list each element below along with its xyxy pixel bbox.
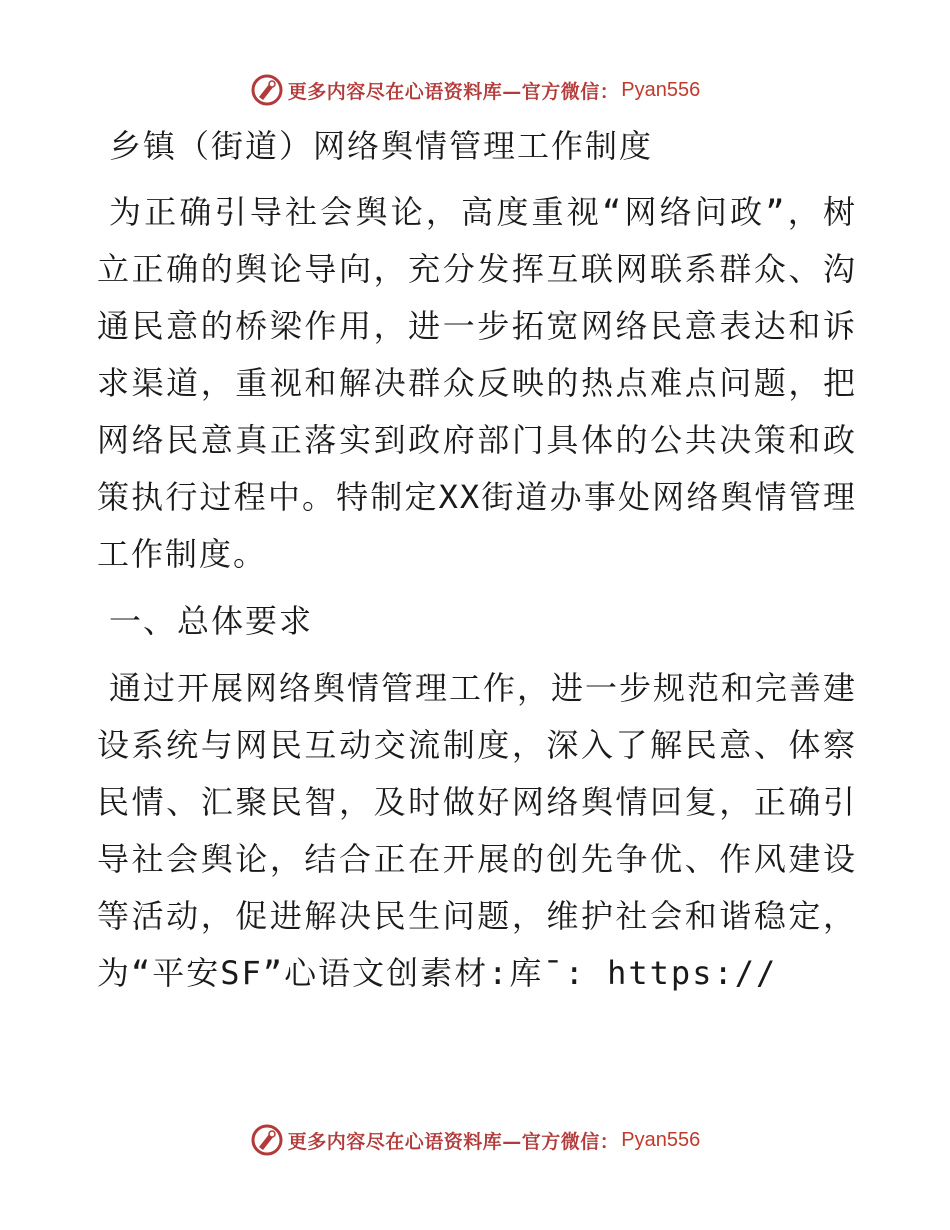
brand-logo-icon — [250, 1123, 284, 1157]
watermark-text: 更多内容尽在心语资料库—官方微信： — [287, 1130, 620, 1153]
brand-logo-icon — [250, 73, 284, 107]
document-title: 乡镇（街道）网络舆情管理工作制度 — [109, 127, 654, 165]
watermark-wechat-id: Pyan556 — [621, 1128, 701, 1151]
watermark-banner-top — [0, 70, 950, 110]
section-heading-general-requirements: 一、总体要求 — [109, 602, 314, 640]
section-paragraph-general-requirements: 通过开展网络舆情管理工作，进一步规范和完善建设系统与网民互动交流制度，深入了解民意、体察民情、汇聚民智，及时做好网络舆情回复，正确引导社会舆论，结合正在开展的创先争优、作风建设等活动，促进解决民生问题，维护社会和谐稳定，为“平安SF”心语文创素材:库¯: https:// — [97, 669, 858, 992]
intro-paragraph: 为正确引导社会舆论，高度重视“网络问政”，树立正确的舆论导向，充分发挥互联网联系群众、沟通民意的桥梁作用，进一步拓宽网络民意表达和诉求渠道，重视和解决群众反映的热点难点问题，把网络民意真正落实到政府部门具体的公共决策和政策执行过程中。特制定XX街道办事处网络舆情管理工作制度。 — [97, 193, 857, 573]
watermark-wechat-id: Pyan556 — [621, 78, 701, 101]
watermark-text: 更多内容尽在心语资料库—官方微信： — [287, 80, 620, 103]
document-body — [97, 118, 857, 1012]
watermark-banner-bottom — [0, 1120, 950, 1160]
